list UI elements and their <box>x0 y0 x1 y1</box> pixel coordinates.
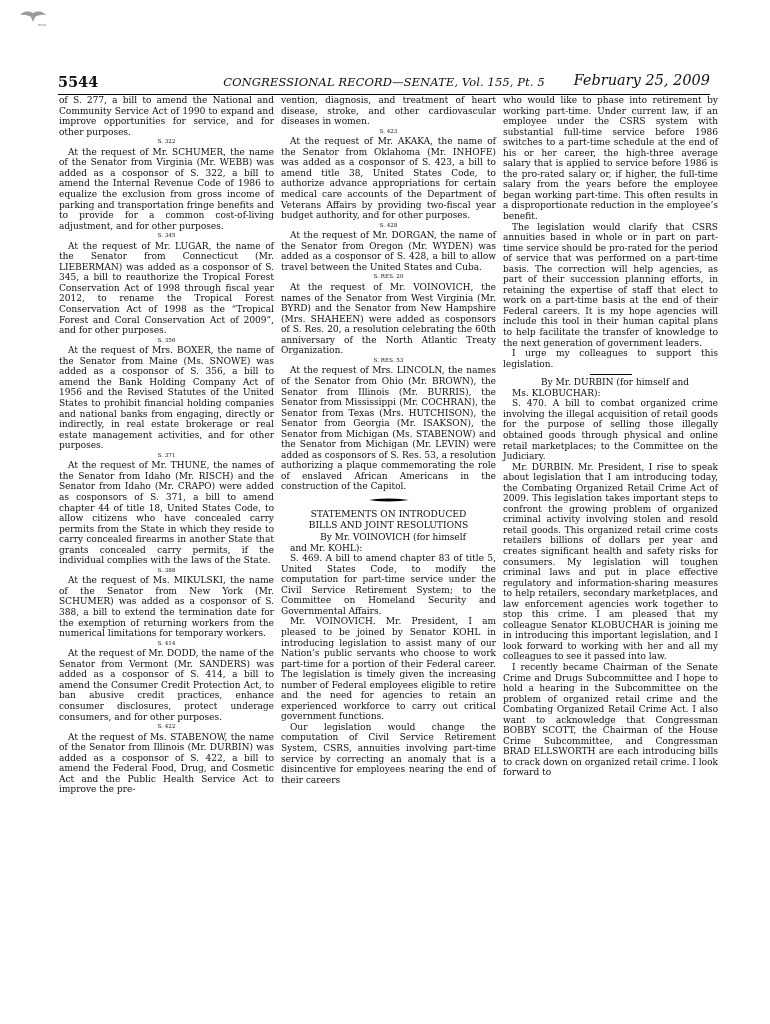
bill-number: S. 423 <box>379 128 398 135</box>
paragraph: of S. 277, a bill to amend the National and Community Service Act of 1990 to expand and improve opportunities for service, and for other purposes. <box>59 96 274 138</box>
bill-number: S. 422 <box>157 724 176 731</box>
bill-number: S. RES. 20 <box>373 274 404 281</box>
page-header <box>58 74 710 95</box>
publication-title: CONGRESSIONAL RECORD—SENATE, Vol. 155, Pt. 5 <box>223 75 545 89</box>
section-heading-line-1: STATEMENTS ON INTRODUCED <box>310 509 467 520</box>
paragraph: Mr. DURBIN. Mr. President, I rise to speak about legislation that I am introducing today, the Combating Organized Retail Crime Act of 2009. This legislation takes important steps to confront the growing problem of organized criminal activity involving stolen and resold retail goods. This organized retail crime costs retailers billions of dollars per year and creates significant health and safety risks for consumers. My legislation will toughen criminal laws and put in place effective regulatory and information-sharing measures to help retailers, secondary marketplaces, and law enforcement agencies work together to stop this crime. I am pleased that my colleague Senator KLOBUCHAR is joining me in introducing this important legislation, and I look forward to working with her and all my colleagues to see it passed into law. <box>503 462 718 663</box>
sponsor-line: By Mr. VOINOVICH (for himself <box>320 533 466 544</box>
paragraph: At the request of Mr. LUGAR, the name of the Senator from Connecticut (Mr. LIEBERMAN) was added as a cosponsor of S. 345, a bill to reauthorize the Tropical Forest Conservation Act of 1998 through fiscal year 2012, to rename the Tropical Forest Conservation Act of 1998 as the “Tropical Forest and Coral Conservation Act of 2009”, and for other purposes. <box>59 241 274 337</box>
section-divider <box>590 374 632 375</box>
paragraph: At the request of Mr. VOINOVICH, the names of the Senator from West Virginia (Mr. BYRD) and the Senator from New Hampshire (Mrs. SHAHEEN) were added as cosponsors of S. Res. 20, a resolution celebrating the 60th anniversary of the North Atlantic Treaty Organization. <box>281 282 496 357</box>
paragraph: I urge my colleagues to support this legislation. <box>503 349 718 370</box>
paragraph: Our legislation would change the computation of Civil Service Retirement System, CSRS, annuities involving part-time service by correcting an anomaly that is a disincentive for employees nearing the end of their careers <box>281 722 496 786</box>
column-2 <box>281 96 496 786</box>
column-3 <box>503 96 718 779</box>
section-heading <box>281 510 496 531</box>
bill-number: S. 428 <box>379 222 398 229</box>
bill-number: S. 388 <box>157 567 176 574</box>
paragraph: At the request of Mr. DODD, the name of the Senator from Vermont (Mr. SANDERS) was added as a cosponsor of S. 414, a bill to amend the Consumer Credit Protection Act, to ban abusive credit practices, enhance consumer disclosures, protect underage consumers, and for other purposes. <box>59 649 274 723</box>
paragraph: The legislation would clarify that CSRS annuities based in whole or in part on part-time service should be pro-rated for the period of service that was performed on a part-time basis. The correction will help agencies, as part of their succession planning efforts, in retaining the expertise of staff that elect to work on a part-time basis at the end of their Federal careers. It is my hope agencies will include this tool in their human capital plans to help facilitate the transfer of knowledge to the next generation of government leaders. <box>503 222 718 349</box>
paragraph: At the request of Mr. DORGAN, the name of the Senator from Oregon (Mr. WYDEN) was added as a cosponsor of S. 428, a bill to allow travel between the United States and Cuba. <box>281 231 496 273</box>
paragraph: I recently became Chairman of the Senate Crime and Drugs Subcommittee and I hope to hold a hearing in the Subcommittee on the problem of organized retail crime and the Combating Organized Retail Crime Act. I also want to acknowledge that Congressman BOBBY SCOTT, the Chairman of the House Crime Subcommittee, and Congressman BRAD ELLSWORTH are each introducing bills to crack down on organized retail crime. I look forward to <box>503 662 718 779</box>
bill-number: S. 345 <box>157 233 176 240</box>
bill-number: S. 414 <box>157 640 176 647</box>
sponsor-line: and Mr. KOHL): <box>290 543 363 554</box>
paragraph: S. 469. A bill to amend chapter 83 of title 5, United States Code, to modify the computation for part-time service under the Civil Service Retirement System; to the Committee on Homeland Security and Governmental Affairs. <box>281 554 496 617</box>
paragraph: At the request of Mr. SCHUMER, the name of the Senator from Virginia (Mr. WEBB) was added as a cosponsor of S. 322, a bill to amend the Internal Revenue Code of 1986 to equalize the exclusion from gross income of parking and transportation fringe benefits and to provide for a common cost-of-living adjustment, and for other purposes. <box>59 147 274 232</box>
logo-caption: erno <box>38 22 47 27</box>
paragraph: At the request of Mr. AKAKA, the name of the Senator from Oklahoma (Mr. INHOFE) was added as a cosponsor of S. 423, a bill to amend title 38, United States Code, to authorize advance appropriations for certain medical care accounts of the Department of Veterans Affairs by providing two-fiscal year budget authority, and for other purposes. <box>281 137 496 222</box>
issue-date: February 25, 2009 <box>573 73 710 89</box>
paragraph: At the request of Mrs. BOXER, the name of the Senator from Maine (Ms. SNOWE) was added as a cosponsor of S. 356, a bill to amend the Bank Holding Company Act of 1956 and the Revised Statutes of the United States to prohibit financial holding companies and national banks from engaging, directly or indirectly, in real estate brokerage or real estate management activities, and for other purposes. <box>59 346 274 452</box>
paragraph: At the request of Ms. MIKULSKI, the name of the Senator from New York (Mr. SCHUMER) was added as a cosponsor of S. 388, a bill to extend the termination date for the exemption of returning workers from the numerical limitations for temporary workers. <box>59 576 274 640</box>
paragraph: At the request of Mrs. LINCOLN, the names of the Senator from Ohio (Mr. BROWN), the Senator from Illinois (Mr. BURRIS), the Senator from Mississippi (Mr. COCHRAN), the Senator from Texas (Mrs. HUTCHISON), the Senator from Georgia (Mr. ISAKSON), the Senator from Michigan (Ms. STABENOW) and the Senator from Michigan (Mr. LEVIN) were added as cosponsors of S. Res. 53, a resolution authorizing a plaque commemorating the role of enslaved African Americans in the construction of the Capitol. <box>281 366 496 493</box>
section-heading-line-2: BILLS AND JOINT RESOLUTIONS <box>308 520 469 531</box>
paragraph: who would like to phase into retirement by working part-time. Under current law, if an employee under the CSRS system with substantial full-time service before 1986 switches to a part-time schedule at the end of his or her career, the high-three average salary that is applied to service before 1986 is the pro-rated salary or, if higher, the full-time salary from the years before the employee began working part-time. This often results in a disproportionate reduction in the employee’s benefit. <box>503 96 718 223</box>
sponsor-line: Ms. KLOBUCHAR): <box>512 388 601 399</box>
section-divider-icon <box>369 498 409 502</box>
paragraph: Mr. VOINOVICH. Mr. President, I am pleased to be joined by Senator KOHL in introducing legislation to assist many of our Nation’s public servants who choose to work part-time for a portion of their Federal career. The legislation is timely given the increasing number of Federal employees eligible to retire and the need for agencies to retain an experienced workforce to carry out critical government functions. <box>281 617 496 723</box>
paragraph: vention, diagnosis, and treatment of heart disease, stroke, and other cardiovascular diseases in women. <box>281 96 496 128</box>
paragraph: At the request of Ms. STABENOW, the name of the Senator from Illinois (Mr. DURBIN) was added as a cosponsor of S. 422, a bill to amend the Federal Food, Drug, and Cosmetic Act and the Public Health Service Act to improve the pre- <box>59 732 274 796</box>
page-number: 5544 <box>58 74 99 91</box>
paragraph: S. 470. A bill to combat organized crime involving the illegal acquisition of retail goods for the purpose of selling those illegally obtained goods through physical and online retail marketplaces; to the Committee on the Judiciary. <box>503 399 718 463</box>
bill-number: S. 356 <box>157 337 176 344</box>
sponsor-line: By Mr. DURBIN (for himself and <box>540 378 690 389</box>
bill-number: S. 371 <box>157 452 176 459</box>
paragraph: At the request of Mr. THUNE, the names of the Senator from Idaho (Mr. RISCH) and the Senator from Idaho (Mr. CRAPO) were added as cosponsors of S. 371, a bill to amend chapter 44 of title 18, United States Code, to allow citizens who have concealed carry permits from the State in which they reside to carry concealed firearms in another State that grants concealed carry permits, if the individual complies with the laws of the State. <box>59 461 274 567</box>
column-1 <box>59 96 274 796</box>
bill-number: S. RES. 53 <box>373 357 404 364</box>
bill-number: S. 322 <box>157 139 176 146</box>
